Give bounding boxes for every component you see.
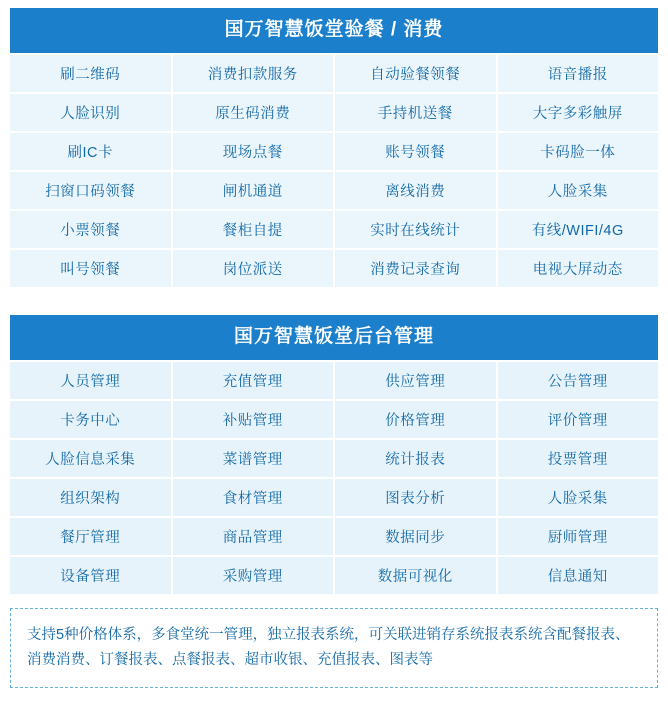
footer-note-text: 支持5种价格体系，多食堂统一管理，独立报表系统，可关联进销存系统报表系统含配餐报表、消费消费、订餐报表、点餐报表、超市收银、充值报表、图表等 — [27, 626, 630, 668]
feature-cell[interactable]: 叫号领餐 — [10, 250, 171, 287]
feature-cell[interactable]: 岗位派送 — [173, 250, 334, 287]
feature-cell[interactable]: 投票管理 — [498, 440, 659, 477]
feature-cell[interactable]: 餐柜自提 — [173, 211, 334, 248]
feature-cell[interactable]: 实时在线统计 — [335, 211, 496, 248]
feature-cell[interactable]: 菜谱管理 — [173, 440, 334, 477]
feature-cell[interactable]: 价格管理 — [335, 401, 496, 438]
feature-cell[interactable]: 信息通知 — [498, 557, 659, 594]
feature-cell[interactable]: 统计报表 — [335, 440, 496, 477]
feature-cell[interactable]: 餐厅管理 — [10, 518, 171, 555]
feature-cell[interactable]: 电视大屏动态 — [498, 250, 659, 287]
feature-cell[interactable]: 采购管理 — [173, 557, 334, 594]
panel-backend — [10, 315, 658, 594]
feature-cell[interactable]: 食材管理 — [173, 479, 334, 516]
feature-cell[interactable]: 图表分析 — [335, 479, 496, 516]
feature-cell[interactable]: 充值管理 — [173, 362, 334, 399]
feature-cell[interactable]: 卡码脸一体 — [498, 133, 659, 170]
panel-consumption — [10, 8, 658, 287]
feature-cell[interactable]: 数据可视化 — [335, 557, 496, 594]
panel-consumption-title: 国万智慧饭堂验餐 / 消费 — [10, 8, 658, 53]
feature-cell[interactable]: 账号领餐 — [335, 133, 496, 170]
feature-cell[interactable]: 人脸采集 — [498, 172, 659, 209]
panel-backend-title: 国万智慧饭堂后台管理 — [10, 315, 658, 360]
feature-cell[interactable]: 大字多彩触屏 — [498, 94, 659, 131]
feature-cell[interactable]: 刷IC卡 — [10, 133, 171, 170]
feature-cell[interactable]: 有线/WIFI/4G — [498, 211, 659, 248]
feature-cell[interactable]: 离线消费 — [335, 172, 496, 209]
feature-cell[interactable]: 供应管理 — [335, 362, 496, 399]
feature-cell[interactable]: 商品管理 — [173, 518, 334, 555]
feature-cell[interactable]: 组织架构 — [10, 479, 171, 516]
panel-consumption-grid — [10, 55, 658, 287]
feature-cell[interactable]: 现场点餐 — [173, 133, 334, 170]
feature-cell[interactable]: 自动验餐领餐 — [335, 55, 496, 92]
feature-cell[interactable]: 小票领餐 — [10, 211, 171, 248]
feature-cell[interactable]: 原生码消费 — [173, 94, 334, 131]
feature-cell[interactable]: 人脸识别 — [10, 94, 171, 131]
panel-backend-grid — [10, 362, 658, 594]
footer-note — [10, 608, 658, 689]
feature-cell[interactable]: 人脸信息采集 — [10, 440, 171, 477]
feature-cell[interactable]: 厨师管理 — [498, 518, 659, 555]
feature-cell[interactable]: 评价管理 — [498, 401, 659, 438]
feature-cell[interactable]: 人脸采集 — [498, 479, 659, 516]
feature-cell[interactable]: 卡务中心 — [10, 401, 171, 438]
feature-cell[interactable]: 数据同步 — [335, 518, 496, 555]
feature-cell[interactable]: 闸机通道 — [173, 172, 334, 209]
feature-cell[interactable]: 人员管理 — [10, 362, 171, 399]
feature-cell[interactable]: 扫窗口码领餐 — [10, 172, 171, 209]
feature-cell[interactable]: 消费扣款服务 — [173, 55, 334, 92]
feature-cell[interactable]: 手持机送餐 — [335, 94, 496, 131]
feature-cell[interactable]: 设备管理 — [10, 557, 171, 594]
feature-cell[interactable]: 消费记录查询 — [335, 250, 496, 287]
feature-cell[interactable]: 刷二维码 — [10, 55, 171, 92]
feature-cell[interactable]: 补贴管理 — [173, 401, 334, 438]
feature-cell[interactable]: 语音播报 — [498, 55, 659, 92]
feature-cell[interactable]: 公告管理 — [498, 362, 659, 399]
panel-divider — [10, 287, 658, 315]
